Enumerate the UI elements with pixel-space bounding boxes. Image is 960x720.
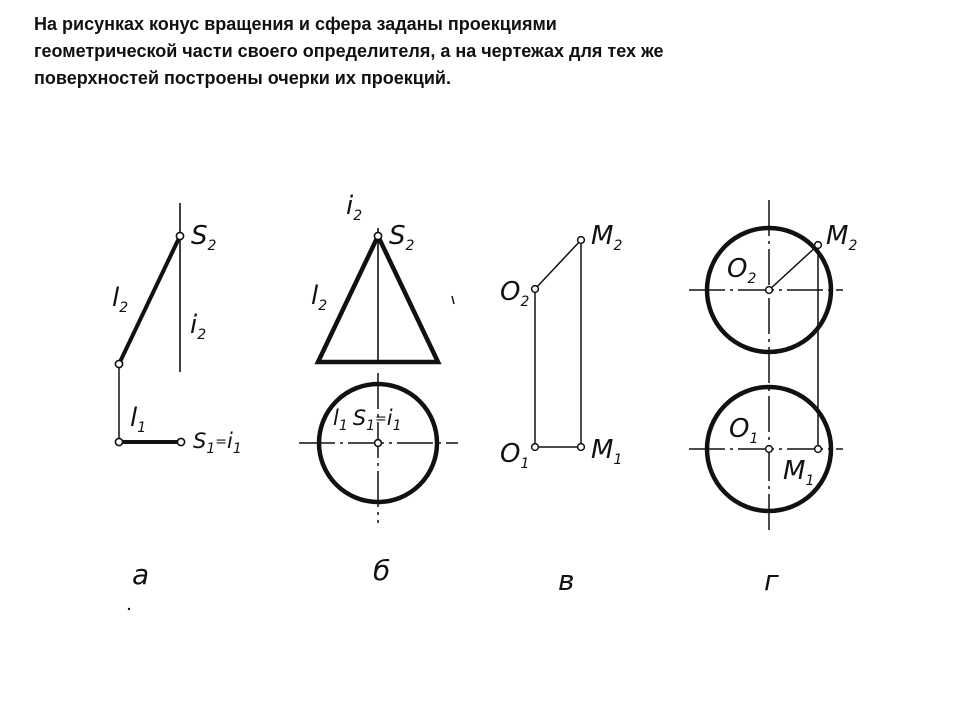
stray-mark (452, 296, 454, 304)
center-o2-point (766, 287, 773, 294)
caption-v: в (558, 564, 575, 597)
point-m2-point (815, 242, 822, 249)
generator-end-point (115, 360, 122, 367)
radius-om-line (769, 245, 818, 290)
panel-a (112, 203, 242, 610)
apex-s2-point (176, 232, 183, 239)
point-m1-point (815, 446, 822, 453)
label-o2: $O_2$ (500, 277, 530, 310)
center-o1-point (532, 444, 539, 451)
label-i2: $i_2$ (346, 191, 363, 224)
heading-line-2: геометрической части своего определителя, а на чертежах для тех же (34, 41, 664, 61)
caption-b: б (373, 554, 391, 587)
label-m2: $M_2$ (826, 221, 858, 254)
label-m1: $M_1$ (591, 435, 623, 468)
label-o1: $O_1$ (500, 439, 530, 472)
label-s2: $S_2$ (191, 221, 217, 254)
label-m2: $M_2$ (591, 221, 623, 254)
apex-s1-point (375, 440, 382, 447)
apex-s1-point (177, 438, 184, 445)
heading-line-1: На рисунках конус вращения и сфера заданы проекциями (34, 14, 557, 34)
point-m1-point (578, 444, 585, 451)
center-o1-point (766, 446, 773, 453)
label-l2: $l_2$ (311, 281, 328, 314)
label-i2: $i_2$ (190, 310, 207, 343)
panel-g (689, 200, 857, 597)
caption-a: а (132, 558, 150, 591)
label-s1-i1: $S_1^=i_1$ (193, 429, 242, 457)
generator-end-h-point (115, 438, 122, 445)
label-l2: $l_2$ (112, 283, 129, 316)
label-s2: $S_2$ (389, 221, 415, 254)
label-o1: $O_1$ (729, 414, 759, 447)
panel-b (299, 191, 458, 587)
caption-g: г (764, 564, 779, 597)
label-o2: $O_2$ (727, 254, 757, 287)
apex-s2-point (374, 232, 381, 239)
label-m1: $M_1$ (783, 456, 815, 489)
heading-line-3: поверхностей построены очерки их проекций. (34, 68, 451, 88)
stray-dot (128, 608, 130, 610)
panel-v (500, 221, 622, 597)
label-l1: $l_1$ (130, 403, 147, 436)
center-o2-point (532, 286, 539, 293)
radius-frontal-line (535, 240, 581, 289)
label-l1-s1-i1: $l_1$ $S_1^=i_1$ (333, 406, 402, 434)
point-m2-point (578, 237, 585, 244)
